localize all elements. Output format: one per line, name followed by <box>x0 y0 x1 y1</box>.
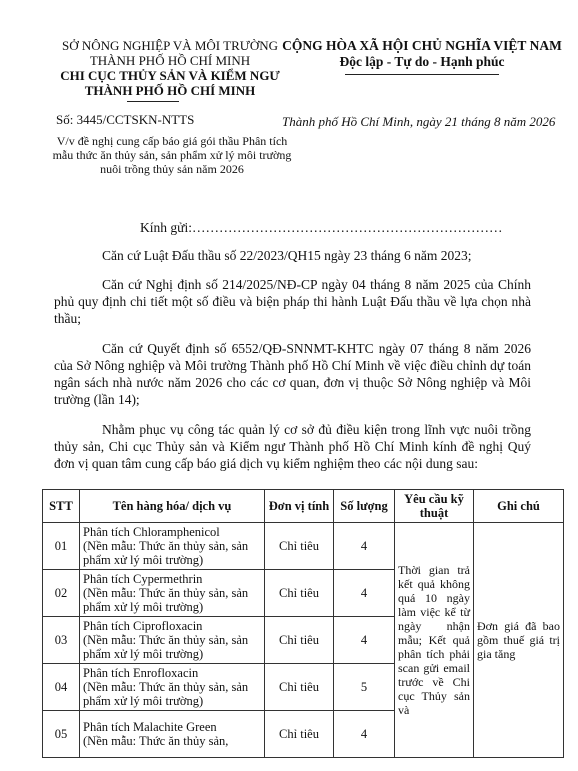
row-stt: 05 <box>43 711 80 758</box>
technical-requirement: Thời gian trả kết quả không quá 10 ngày làm việc kể từ ngày nhận mẫu; Kết quả phân tích phải scan gửi email trước về Chi cục Thủy sản và <box>395 523 474 758</box>
paragraph-3-text: Căn cứ Quyết định số 6552/QĐ-SNNMT-KHTC ngày 07 tháng 8 năm 2026 của Sở Nông nghiệp và Môi trường Thành phố Hồ Chí Minh về việc điều chỉnh dự toán ngân sách nhà nước năm 2026 cho các cơ quan, đơn vị thuộc Sở Nông nghiệp và Môi trường (lần 14); <box>54 341 531 407</box>
header-note: Ghi chú <box>474 490 564 523</box>
document-date: Thành phố Hồ Chí Minh, ngày 21 tháng 8 năm 2026 <box>282 114 556 129</box>
national-motto-block <box>272 38 572 70</box>
motto-underline <box>345 74 499 75</box>
row-quantity: 4 <box>334 570 395 617</box>
row-stt: 01 <box>43 523 80 570</box>
header-stt: STT <box>43 490 80 523</box>
item-matrix: (Nền mẫu: Thức ăn thủy sản, sản phẩm xử lý môi trường) <box>83 633 249 661</box>
header-requirement: Yêu cầu kỹ thuật <box>395 490 474 523</box>
national-title: CỘNG HÒA XÃ HỘI CHỦ NGHĨA VIỆT NAM <box>282 38 562 53</box>
paragraph-1 <box>54 247 531 264</box>
paragraph-3 <box>54 340 531 408</box>
item-name: Phân tích Enrofloxacin <box>83 666 199 680</box>
recipient-line: Kính gửi:…………………………………………………………… <box>140 220 503 235</box>
row-item <box>80 617 265 664</box>
row-item <box>80 523 265 570</box>
document-number: Số: 3445/CCTSKN-NTTS <box>56 112 195 127</box>
national-motto: Độc lập - Tự do - Hạnh phúc <box>339 54 505 69</box>
row-quantity: 4 <box>334 711 395 758</box>
row-item <box>80 711 265 758</box>
row-item <box>80 664 265 711</box>
item-matrix: (Nền mẫu: Thức ăn thủy sản, <box>83 734 229 748</box>
agency-line-4: THÀNH PHỐ HỒ CHÍ MINH <box>84 83 256 98</box>
row-unit: Chỉ tiêu <box>265 523 334 570</box>
paragraph-1-text: Căn cứ Luật Đấu thầu số 22/2023/QH15 ngày 23 tháng 6 năm 2023; <box>102 248 472 263</box>
paragraph-4-text: Nhằm phục vụ công tác quản lý cơ sở đủ điều kiện trong lĩnh vực nuôi trồng thủy sản, Chi cục Thủy sản và Kiểm ngư Thành phố Hồ Chí Minh kính đề nghị Quý đơn vị quan tâm cung cấp báo giá dịch vụ kiểm nghiệm theo các nội dung sau: <box>54 422 531 471</box>
price-note: Đơn giá đã bao gồm thuế giá trị gia tăng <box>474 523 564 758</box>
item-matrix: (Nền mẫu: Thức ăn thủy sản, sản phẩm xử lý môi trường) <box>83 586 249 614</box>
paragraph-2 <box>54 276 531 327</box>
row-stt: 03 <box>43 617 80 664</box>
row-quantity: 4 <box>334 617 395 664</box>
agency-underline <box>127 101 179 102</box>
row-stt: 02 <box>43 570 80 617</box>
quotation-table <box>42 489 564 758</box>
row-unit: Chỉ tiêu <box>265 711 334 758</box>
header-item-name: Tên hàng hóa/ dịch vụ <box>80 490 265 523</box>
agency-line-2: THÀNH PHỐ HỒ CHÍ MINH <box>89 53 251 68</box>
item-name: Phân tích Chloramphenicol <box>83 525 220 539</box>
row-item <box>80 570 265 617</box>
agency-line-3: CHI CỤC THỦY SẢN VÀ KIỂM NGƯ <box>60 68 280 83</box>
row-unit: Chỉ tiêu <box>265 570 334 617</box>
agency-line-1: SỞ NÔNG NGHIỆP VÀ MÔI TRƯỜNG <box>61 38 279 53</box>
row-quantity: 5 <box>334 664 395 711</box>
table-header-row <box>43 490 564 523</box>
document-subject: V/v đề nghị cung cấp báo giá gói thầu Phân tích mẫu thức ăn thủy sản, sản phẩm xử lý môi trường nuôi trồng thủy sản năm 2026 <box>52 134 292 176</box>
paragraph-2-text: Căn cứ Nghị định số 214/2025/NĐ-CP ngày 04 tháng 8 năm 2025 của Chính phủ quy định chi tiết một số điều và biện pháp thi hành Luật Đấu thầu về lựa chọn nhà thầu; <box>54 277 531 326</box>
item-name: Phân tích Ciprofloxacin <box>83 619 203 633</box>
item-matrix: (Nền mẫu: Thức ăn thủy sản, sản phẩm xử lý môi trường) <box>83 539 249 567</box>
row-stt: 04 <box>43 664 80 711</box>
row-quantity: 4 <box>334 523 395 570</box>
row-unit: Chỉ tiêu <box>265 617 334 664</box>
table-row <box>43 523 564 570</box>
row-unit: Chỉ tiêu <box>265 664 334 711</box>
header-unit: Đơn vị tính <box>265 490 334 523</box>
header-quantity: Số lượng <box>334 490 395 523</box>
paragraph-4 <box>54 421 531 472</box>
item-name: Phân tích Malachite Green <box>83 720 217 734</box>
item-matrix: (Nền mẫu: Thức ăn thủy sản, sản phẩm xử lý môi trường) <box>83 680 249 708</box>
item-name: Phân tích Cypermethrin <box>83 572 203 586</box>
